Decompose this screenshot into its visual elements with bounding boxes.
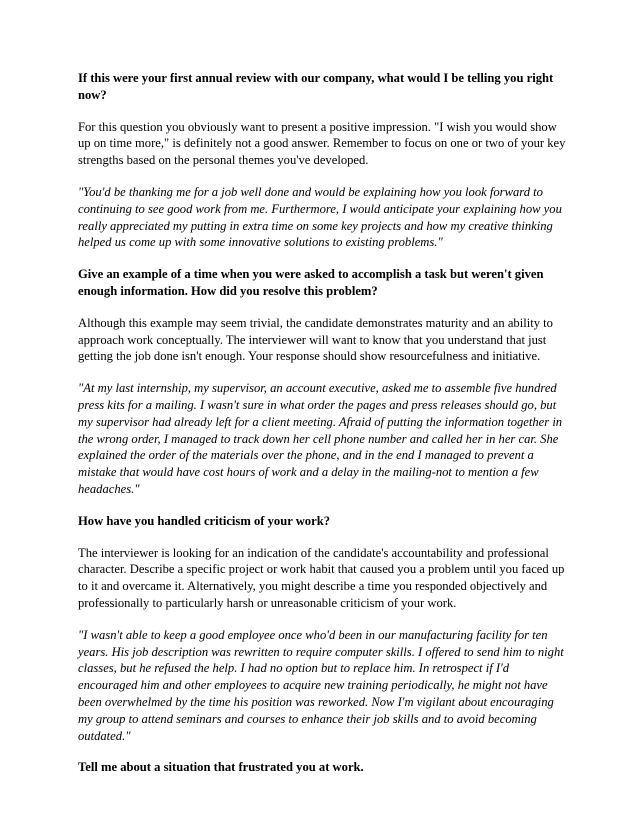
advice-paragraph: The interviewer is looking for an indication of the candidate's accountability and professional character. Describe a specific project or work habit that caused you a problem until you faced up to it and overcame it. Alternatively, you might describe a time you responded objectively and professionally to particularly harsh or unreasonable criticism of your work. xyxy=(78,545,565,610)
question-heading: Give an example of a time when you were asked to accomplish a task but weren't given enough information. How did you resolve this problem? xyxy=(78,267,544,298)
advice-paragraph: For this question you obviously want to present a positive impression. "I wish you would show up on time more," is definitely not a good answer. Remember to focus on one or two of your key strengths based on the personal themes you've developed. xyxy=(78,119,566,168)
question-heading: Tell me about a situation that frustrated you at work. xyxy=(78,760,364,775)
document-page xyxy=(78,70,568,791)
example-answer: "You'd be thanking me for a job well done and would be explaining how you look forward to continuing to see good work from me. Furthermore, I would anticipate your explaining how you really appreciated my putting in extra time on some key projects and how my creative thinking helped us come up with some innovative solutions to existing problems." xyxy=(78,184,562,250)
question-heading: How have you handled criticism of your work? xyxy=(78,513,330,528)
question-heading: If this were your first annual review with our company, what would I be telling you right now? xyxy=(78,71,554,102)
example-answer: "I wasn't able to keep a good employee once who'd been in our manufacturing facility for ten years. His job description was rewritten to require computer skills. I offered to send him to night classes, but he refused the help. I had no option but to replace him. In retrospect if I'd encouraged him and other employees to acquire new training periodically, he might not have been overwhelmed by the time his position was reworked. Now I'm vigilant about encouraging my group to attend seminars and courses to enhance their job skills and to avoid becoming outdated." xyxy=(78,627,564,743)
example-answer: "At my last internship, my supervisor, an account executive, asked me to assemble five hundred press kits for a mailing. I wasn't sure in what order the pages and press releases should go, but my supervisor had already left for a client meeting. Afraid of putting the information together in the wrong order, I managed to track down her cell phone number and called her in her car. She explained the order of the materials over the phone, and in the end I managed to prevent a mistake that would have cost hours of work and a delay in the mailing-not to mention a few headaches." xyxy=(78,381,563,496)
advice-paragraph: Although this example may seem trivial, the candidate demonstrates maturity and an ability to approach work conceptually. The interviewer will want to know that you understand that just getting the job done isn't enough. Your response should show resourcefulness and initiative. xyxy=(78,315,553,364)
